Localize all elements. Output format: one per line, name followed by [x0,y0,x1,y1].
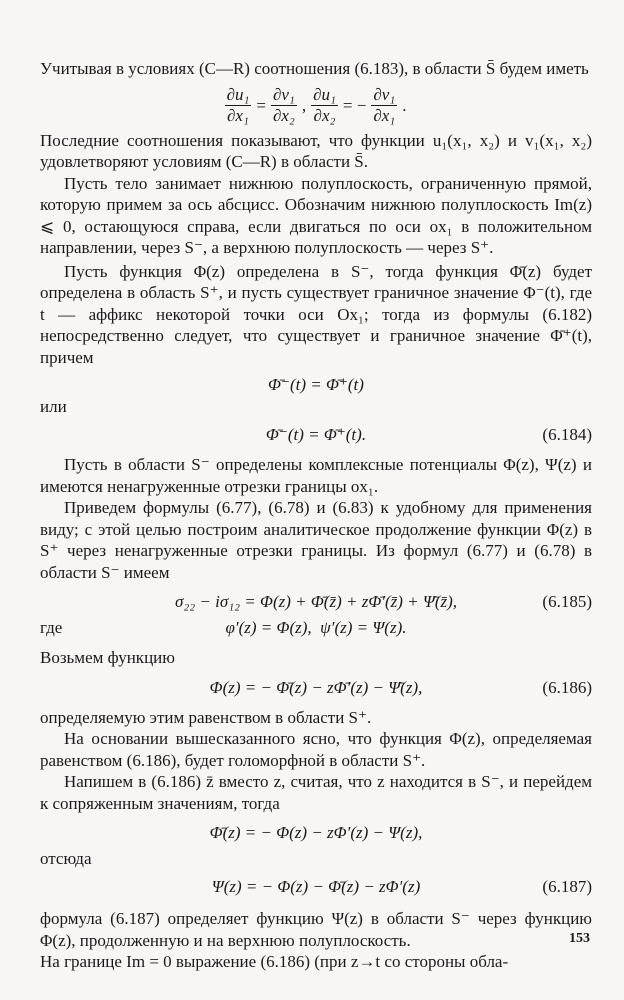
equation-formula: Φ(z) = − Φ̄(z) − zΦ̄′(z) − Ψ̄(z), [209,677,423,697]
paragraph: определяемую этим равенством в области S⁺. [40,707,372,727]
paragraph: Возьмем функцию [40,648,175,667]
equation-number: (6.184) [542,425,592,444]
paragraph: Пусть функция Φ(z) определена в S⁻, тогда функция Φ̄(z) будет определена в область S⁺, и пусть существует граничное значение Φ⁻(t), где t — аффикс некоторой точки оси Ox₁; тогда из формулы (6.182) непосредственно следует, что существует и граничное значение Φ̄⁺(t), причем [40,261,592,367]
denominator: ∂x₁ [373,106,396,126]
equation-formula: Ψ(z) = − Φ(z) − Φ̄(z) − zΦ′(z) [211,877,421,896]
fraction [271,85,297,126]
numerator: ∂u₁ [313,85,336,105]
fraction [371,85,397,126]
fraction [311,85,338,126]
connector-word: или [40,397,67,416]
denominator: ∂x₂ [272,106,295,126]
equation-line [40,848,592,870]
equation-number: (6.187) [542,877,592,896]
paragraph: На границе Im = 0 выражение (6.186) (при z→t со стороны обла- [40,952,509,971]
paragraph: Учитывая в условиях (C—R) соотношения (6.183), в области S̄ будем иметь [40,59,589,78]
numerator: ∂v₁ [373,85,396,105]
numerator: ∂u₁ [226,85,250,105]
equation-formula: Φ̄(z) = − Φ(z) − zΦ′(z) − Ψ(z), [209,823,423,842]
equation-6-187 [40,876,592,898]
text-column [40,58,592,973]
paragraph: Напишем в (6.186) z̄ вместо z, считая, что z находится в S⁻, и перейдем к сопряженным значениям, тогда [40,772,592,813]
denominator: ∂x₂ [313,106,336,126]
equation-number: (6.185) [542,592,592,611]
equation [40,374,592,396]
paragraph: Пусть в области S⁻ определены комплексные потенциалы Φ(z), Ψ(z) и имеются ненагруженные отрезки границы ox₁. [40,455,592,496]
equation-6-184 [40,424,592,446]
denominator: ∂x₁ [227,106,249,126]
equation-formula: σ₂₂ − iσ₁₂ = Φ(z) + Φ̄(z̄) + zΦ̄′(z̄) + Ψ̄(z̄), [174,592,458,611]
equation-line [40,617,592,639]
paragraph: формула (6.187) определяет функцию Ψ(z) в области S⁻ через функцию Φ(z), продолженную и на верхнюю полуплоскость. [40,909,592,950]
connector-word: где [40,618,63,637]
paragraph: На основании вышесказанного ясно, что функция Φ(z), определяемая равенством (6.186), будет голоморфной в области S⁺. [40,729,592,770]
paragraph: Последние соотношения показывают, что функции u₁(x₁, x₂) и v₁(x₁, x₂) удовлетворяют условиям (C—R) в области S̄. [40,130,592,171]
page-number: 153 [569,931,590,946]
equation-formula: Φ̄⁻(t) = Φ̄⁺(t) [268,375,364,394]
equation-line [40,396,592,418]
paragraph: Пусть тело занимает нижнюю полуплоскость, ограниченную прямой, которую примем за ось абсцисс. Обозначим нижнюю полуплоскость Im(z) ⩽ 0, остающуюся справа, если двигаться по оси ox₁ в положительном направлении, через S⁻, а верхнюю полуплоскость — через S⁺. [40,173,592,257]
paragraph: Приведем формулы (6.77), (6.78) и (6.83) к удобному для применения виду; с этой целью построим аналитическое продолжение функции Φ(z) в S⁺ через ненагруженные отрезки границы. Из формул (6.77) и (6.78) в области S⁻ имеем [40,498,592,582]
equation-6-186 [40,677,592,699]
numerator: ∂v₁ [272,85,295,105]
equation-6-185 [40,591,592,613]
equation-formula: φ′(z) = Φ(z), ψ′(z) = Ψ(z). [225,618,407,637]
connector-word: отсюда [40,849,92,868]
cauchy-riemann-equations: $\frac{\text{∂u₁}}{\text{∂x₁}}$ = $\frac{\text{∂v₁}}{\text{∂x₂}}$ , $\frac{\text{∂u₁}}{\text{∂x₂}}$ = − $\frac{\text{∂v₁}}{\text{∂x₁}}$ . [226,85,407,126]
equation-formula: Φ̄⁻(t) = Φ̄⁺(t). [265,425,367,444]
fraction [225,85,252,126]
equation-number: (6.186) [542,677,592,697]
equation-conjugate [40,822,592,844]
